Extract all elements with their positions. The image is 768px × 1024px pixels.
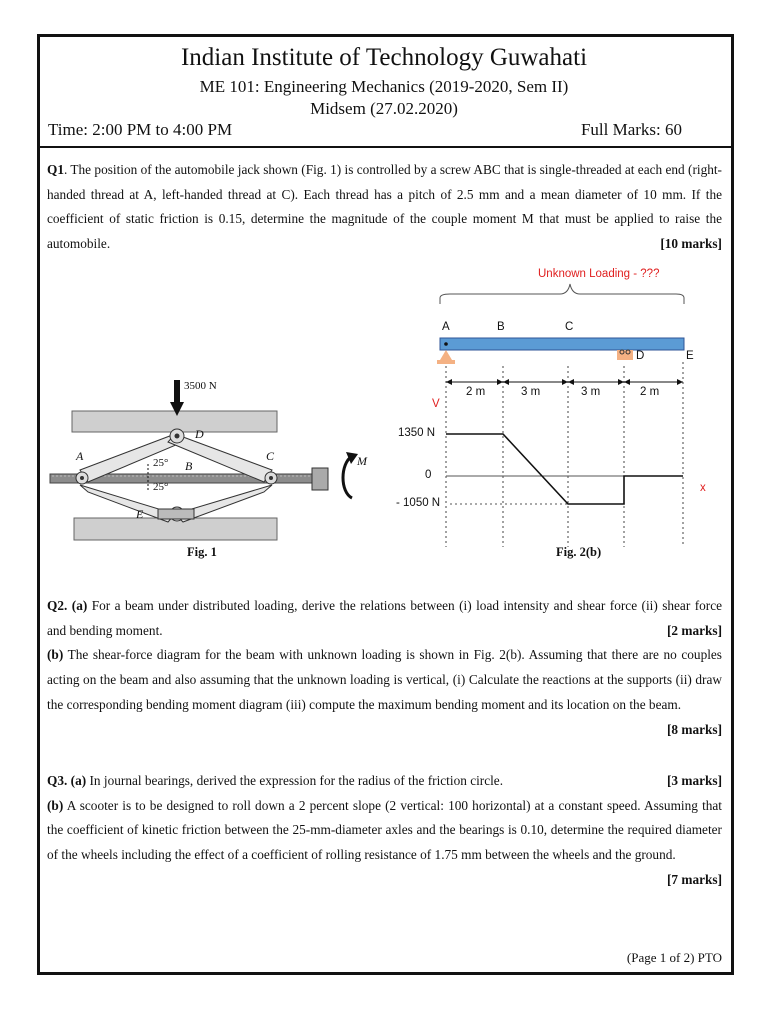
fig2-x-axis-label: x (700, 482, 706, 494)
fig1-label-e: E (136, 507, 144, 521)
fig2-caption: Fig. 2(b) (556, 545, 602, 559)
fig2-point-d: D (636, 350, 645, 362)
fig2-point-c: C (565, 321, 574, 333)
q3-part-a-label: (a) (70, 773, 87, 788)
q3-part-b-marks: [7 marks] (666, 871, 722, 887)
question-2 (47, 594, 722, 742)
fig1-label-d: D (195, 427, 204, 441)
fig1-angle-bottom: 25° (153, 481, 169, 493)
q3-part-a (47, 769, 722, 794)
fig2-shear-force-diagram (390, 262, 735, 547)
full-marks: Full Marks: 60 (580, 120, 682, 139)
course-title: ME 101: Engineering Mechanics (2019-2020, Sem II) (199, 77, 569, 96)
fig2-span-2: 3 m (521, 386, 541, 398)
fig2-tick-zero: 0 (425, 469, 432, 481)
q2-part-a: Q2. (a) For a beam under distributed loading, derive the relations between (i) load intensity and shear force (ii) shear force and bending moment. [2 marks] (47, 594, 722, 643)
header-divider (37, 146, 734, 148)
q3-part-b (47, 794, 723, 887)
fig2-tick-bottom: - 1050 N (396, 497, 441, 509)
exam-title: Midsem (27.02.2020) (310, 99, 458, 118)
institute-title: Indian Institute of Technology Guwahati (180, 44, 588, 71)
q3-part-b-text: A scooter is to be designed to roll down a 2 percent slope (2 vertical: 100 horizontal) at a constant speed. Assuming that the coefficient of kinetic friction between the 25-mm-diameter axles and the bearings is 0.10, determine the required diameter of the wheels including the effect of a coefficient of rolling resistance of 1.75 mm between the wheels and the ground. (47, 797, 723, 863)
fig1-label-b: B (185, 459, 193, 473)
fig1-automobile-jack (40, 372, 385, 542)
fig1-load-label: 3500 N (184, 380, 217, 392)
fig2-span-1: 2 m (466, 386, 486, 398)
fig2-v-axis-label: V (432, 398, 440, 410)
fig2-span-4: 2 m (640, 386, 660, 398)
question-1 (47, 158, 722, 257)
q3-label: Q3. (47, 773, 68, 788)
q3-part-a-marks: [3 marks] (666, 773, 722, 788)
q3-part-a-text: In journal bearings, derived the expression for the radius of the friction circle. (89, 773, 504, 788)
page-footer: (Page 1 of 2) PTO (626, 950, 722, 965)
fig2-unknown-loading: Unknown Loading - ??? (538, 268, 660, 280)
fig2-point-a: A (442, 321, 450, 333)
q1-label: Q1 (47, 162, 64, 177)
q2-part-b-label: (b) (47, 647, 64, 663)
q2-part-b-text: The shear-force diagram for the beam with unknown loading is shown in Fig. 2(b). Assuming that there are no couples acting on the beam and also assuming that the unknown loading is vertical, (i) Calculate the reactions at the supports (ii) draw the corresponding bending moment diagram (iii) compute the maximum bending moment and its location on the beam. (47, 647, 722, 712)
q1-marks: [10 marks] (660, 236, 722, 252)
q2-part-a-text: For a beam under distributed loading, derive the relations between (i) load intensity and shear force (ii) shear force and bending moment. (47, 598, 722, 638)
fig1-label-m: M (357, 454, 367, 468)
q3-part-b-label: (b) (47, 797, 64, 813)
fig2-span-3: 3 m (581, 386, 601, 398)
q2-label: Q2 (47, 598, 64, 613)
q1-text: . The position of the automobile jack shown (Fig. 1) is controlled by a screw ABC that is single-threaded at each end (right-handed thread at A, left-handed thread at C). Each thread has a pitch of 2.5 mm and a mean diameter of 10 mm. If the coefficient of static friction is 0.15, determine the magnitude of the couple moment M that must be applied to raise the automobile. (47, 162, 722, 252)
q2-part-a-label: (a) (71, 598, 88, 613)
fig2-point-b: B (497, 321, 505, 333)
fig1-label-a: A (76, 449, 84, 463)
fig1-caption: Fig. 1 (187, 545, 217, 559)
fig1-label-c: C (266, 449, 275, 463)
question-3 (47, 769, 722, 893)
q2-part-a-marks: [2 marks] (666, 622, 722, 638)
fig2-point-e: E (686, 350, 694, 362)
exam-time: Time: 2:00 PM to 4:00 PM (48, 120, 233, 139)
fig1-angle-top: 25° (153, 457, 169, 469)
q2-part-b-marks: [8 marks] (666, 721, 722, 737)
q2-part-b (47, 643, 722, 737)
fig2-tick-top: 1350 N (398, 427, 436, 439)
